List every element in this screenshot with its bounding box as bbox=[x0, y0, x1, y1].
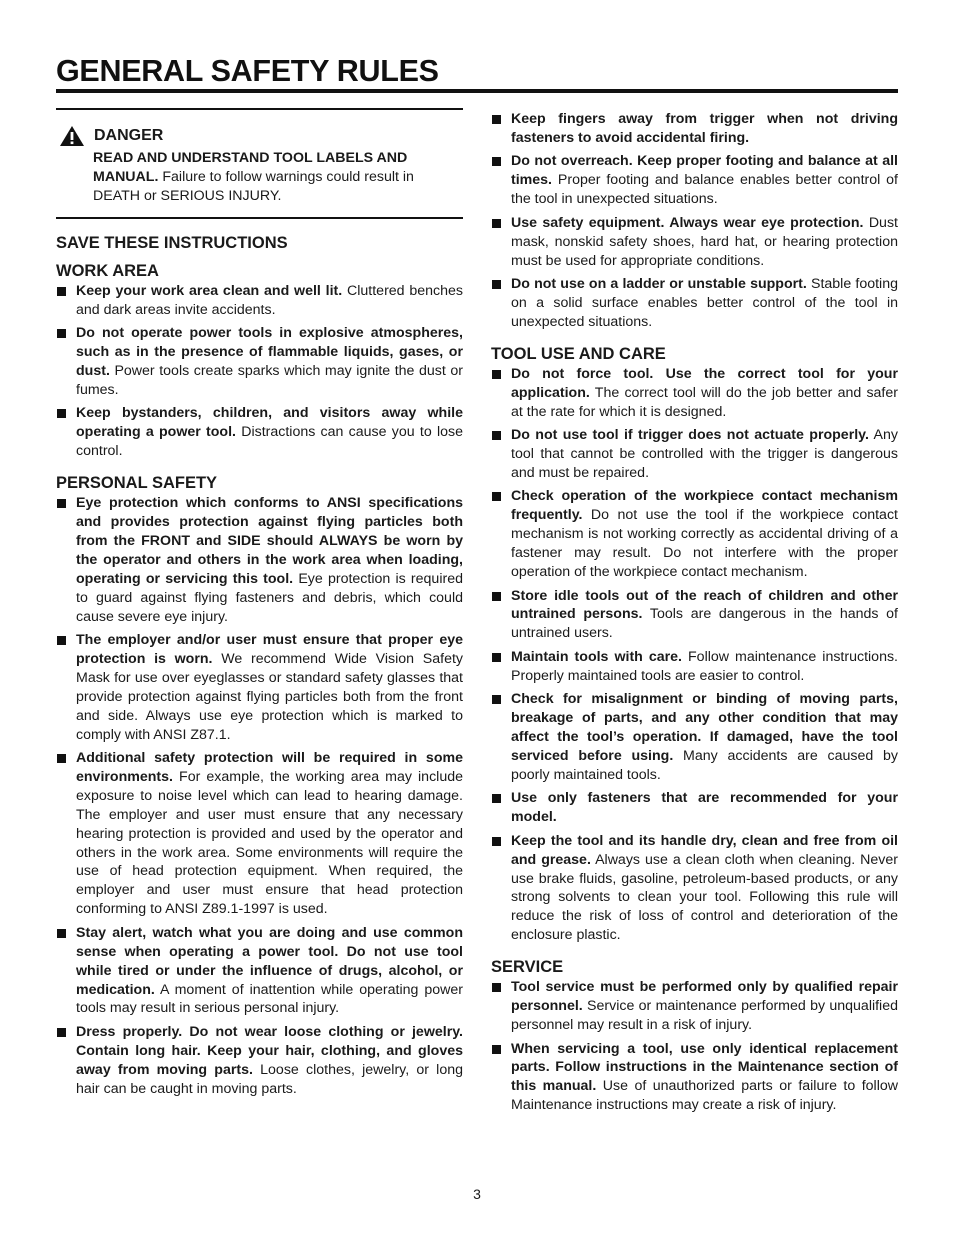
rule-item bbox=[491, 690, 898, 785]
work-area-list bbox=[56, 282, 463, 461]
rule-item bbox=[491, 487, 898, 582]
rule-item bbox=[491, 152, 898, 209]
rule-item bbox=[491, 789, 898, 827]
rule-bold-text: Use only fasteners that are recommended for your model. bbox=[511, 790, 898, 826]
rule-item bbox=[491, 978, 898, 1035]
square-bullet-icon bbox=[57, 1028, 66, 1037]
left-column bbox=[56, 108, 463, 1103]
square-bullet-icon bbox=[492, 592, 501, 601]
rule-bold-text: Check for misalignment or binding of moving parts, breakage of parts, and any other condition that may affect the tool’s operation. If damaged, have the tool serviced before using. bbox=[511, 691, 898, 764]
rule-body-text: Service or maintenance performed by unqualified personnel may result in a risk of injury. bbox=[511, 998, 898, 1033]
warning-triangle-icon bbox=[59, 125, 85, 147]
rule-body-text: Do not use the tool if the workpiece contact mechanism is not working correctly as accidental driving of a fastener may result. Do not interfere with the proper operation of the workpiece contact mechanism. bbox=[511, 507, 898, 580]
rule-bold-text: Keep the tool and its handle dry, clean and free from oil and grease. bbox=[511, 832, 898, 868]
rule-item bbox=[56, 631, 463, 744]
rule-bold-text: The employer and/or user must ensure that proper eye protection is worn. bbox=[76, 632, 463, 667]
square-bullet-icon bbox=[57, 499, 66, 508]
rule-item bbox=[491, 648, 898, 686]
rule-body-text: Cluttered benches and dark areas invite accidents. bbox=[76, 282, 464, 318]
rule-body-text: Power tools create sparks which may ignite the dust or fumes. bbox=[76, 362, 463, 398]
rule-item bbox=[491, 587, 898, 644]
rule-bold-text: When servicing a tool, use only identical replacement parts. Follow instructions in the Maintenance section of this manual. bbox=[511, 1040, 898, 1095]
square-bullet-icon bbox=[57, 929, 66, 938]
rule-bold-text: Do not use on a ladder or unstable support. bbox=[511, 276, 807, 293]
danger-notice bbox=[56, 108, 463, 219]
page-title: GENERAL SAFETY RULES bbox=[56, 54, 439, 88]
square-bullet-icon bbox=[57, 287, 66, 296]
work-area-heading: WORK AREA bbox=[56, 261, 159, 280]
danger-text-body: Failure to follow warnings could result in DEATH or SERIOUS INJURY. bbox=[93, 168, 414, 204]
rule-bold-text: Do not force tool. Use the correct tool for your application. bbox=[511, 365, 898, 401]
service-list bbox=[491, 978, 898, 1115]
rule-body-text: Eye protection is required to guard against flying fasteners and debris, which could cause severe eye injury. bbox=[76, 570, 463, 625]
rule-item bbox=[491, 426, 898, 483]
rule-item bbox=[56, 494, 463, 626]
rule-item bbox=[56, 324, 463, 400]
rule-body-text: Dust mask, nonskid safety shoes, hard hat, or hearing protection must be used for appropriate conditions. bbox=[511, 214, 898, 269]
rule-item bbox=[56, 749, 463, 919]
rule-bold-text: Keep your work area clean and well lit. bbox=[76, 282, 343, 299]
rule-body-text: Follow maintenance instructions. Properly maintained tools are easier to control. bbox=[511, 648, 898, 684]
rule-bold-text: Do not operate power tools in explosive atmospheres, such as in the presence of flammable liquids, gases, or dust. bbox=[76, 325, 463, 379]
rule-body-text: Distractions can cause you to lose control. bbox=[76, 424, 463, 460]
rule-item bbox=[56, 282, 463, 320]
rule-item bbox=[491, 832, 898, 945]
personal-safety-continued-list bbox=[491, 110, 898, 332]
square-bullet-icon bbox=[492, 492, 501, 501]
rule-item bbox=[491, 275, 898, 332]
rule-bold-text: Do not use tool if trigger does not actuate properly. bbox=[511, 427, 869, 444]
square-bullet-icon bbox=[492, 983, 501, 992]
rule-bold-text: Store idle tools out of the reach of children and other untrained persons. bbox=[511, 587, 898, 623]
rule-bold-text: Keep bystanders, children, and visitors away while operating a power tool. bbox=[76, 405, 463, 441]
square-bullet-icon bbox=[492, 370, 501, 379]
square-bullet-icon bbox=[492, 219, 501, 228]
rule-body-text: Use of unauthorized parts or failure to follow Maintenance instructions may create a risk of injury. bbox=[511, 1078, 898, 1114]
danger-header bbox=[56, 125, 463, 147]
rule-bold-text: Use safety equipment. Always wear eye protection. bbox=[511, 214, 864, 231]
rule-bold-text: Dress properly. Do not wear loose clothing or jewelry. Contain long hair. Keep your hair, clothing, and gloves away from moving parts. bbox=[76, 1023, 463, 1078]
rule-body-text: The correct tool will do the job better and safer at the rate for which it is designed. bbox=[511, 384, 898, 420]
square-bullet-icon bbox=[492, 794, 501, 803]
rule-bold-text: Additional safety protection will be required in some environments. bbox=[76, 750, 463, 785]
rule-item bbox=[491, 110, 898, 148]
personal-safety-heading: PERSONAL SAFETY bbox=[56, 474, 218, 493]
rule-item bbox=[491, 1040, 898, 1116]
rule-bold-text: Stay alert, watch what you are doing and use common sense when operating a power tool. Do not use tool while tired or under the influence of drugs, alcohol, or medication. bbox=[76, 924, 463, 998]
service-heading: SERVICE bbox=[491, 958, 564, 977]
square-bullet-icon bbox=[57, 409, 66, 418]
rule-item bbox=[491, 214, 898, 271]
save-instructions-heading: SAVE THESE INSTRUCTIONS bbox=[56, 233, 288, 252]
square-bullet-icon bbox=[492, 431, 501, 440]
rule-body-text: Tools are dangerous in the hands of untrained users. bbox=[511, 606, 898, 642]
rule-body-text: For example, the working area may include exposure to noise level which can lead to hearing damage. The employer and user must ensure that any necessary hearing protection is provided and used by the operator and others in the work area. Some environments will require the use of head protection equipment. When required, the employer and user must ensure that head protection conforming to ANSI Z89.1-1997 is used. bbox=[76, 768, 463, 918]
rule-body-text: A moment of inattention while operating power tools may result in serious personal injury. bbox=[76, 981, 463, 1017]
square-bullet-icon bbox=[492, 837, 501, 846]
rule-body-text: Always use a clean cloth when cleaning. Never use brake fluids, gasoline, petroleum-based products, or any strong solvents to clean your tool. Following this rule will reduce the risk of loss of control and deterioration of the enclosure plastic. bbox=[511, 851, 898, 944]
rule-bold-text: Eye protection which conforms to ANSI specifications and provides protection against flying particles both from the FRONT and SIDE should ALWAYS be worn by the operator and others in the work area when loading, operating or servicing this tool. bbox=[76, 495, 463, 587]
tool-use-list bbox=[491, 365, 898, 945]
page-number: 3 bbox=[473, 1186, 481, 1202]
square-bullet-icon bbox=[492, 280, 501, 289]
rule-body-text: Loose clothes, jewelry, or long hair can be caught in moving parts. bbox=[76, 1061, 463, 1097]
square-bullet-icon bbox=[492, 115, 501, 124]
rule-body-text: Proper footing and balance enables better control of the tool in unexpected situations. bbox=[511, 172, 898, 208]
rule-item bbox=[56, 924, 463, 1019]
danger-title: DANGER bbox=[94, 126, 164, 144]
rule-item bbox=[56, 404, 463, 461]
danger-text bbox=[56, 149, 463, 206]
square-bullet-icon bbox=[492, 695, 501, 704]
right-column bbox=[491, 110, 898, 1120]
personal-safety-list bbox=[56, 494, 463, 1098]
rule-bold-text: Check operation of the workpiece contact mechanism frequently. bbox=[511, 488, 898, 524]
rule-item bbox=[491, 365, 898, 422]
danger-text-bold: READ AND UNDERSTAND TOOL LABELS AND MANUAL. bbox=[93, 150, 408, 185]
rule-body-text: Stable footing on a solid surface enables better control of the tool in unexpected situations. bbox=[511, 276, 898, 330]
rule-body-text: Any tool that cannot be controlled with the trigger is dangerous and must be repaired. bbox=[511, 427, 898, 481]
rule-body-text: We recommend Wide Vision Safety Mask for use over eyeglasses or standard safety glasses that provide protection against flying particles both from the front and side. Always use eye protection which is marked to comply with ANSI Z87.1. bbox=[76, 650, 463, 743]
rule-bold-text: Tool service must be performed only by qualified repair personnel. bbox=[511, 979, 898, 1015]
rule-bold-text: Do not overreach. Keep proper footing and balance at all times. bbox=[511, 153, 898, 189]
square-bullet-icon bbox=[57, 329, 66, 338]
tool-use-heading: TOOL USE AND CARE bbox=[491, 344, 666, 363]
square-bullet-icon bbox=[492, 157, 501, 166]
square-bullet-icon bbox=[492, 653, 501, 662]
square-bullet-icon bbox=[57, 636, 66, 645]
square-bullet-icon bbox=[57, 754, 66, 763]
rule-bold-text: Maintain tools with care. bbox=[511, 648, 682, 665]
rule-bold-text: Keep fingers away from trigger when not driving fasteners to avoid accidental firing. bbox=[511, 111, 898, 146]
title-rule bbox=[56, 89, 898, 93]
rule-body-text: Many accidents are caused by poorly maintained tools. bbox=[511, 747, 898, 783]
rule-item bbox=[56, 1023, 463, 1099]
square-bullet-icon bbox=[492, 1045, 501, 1054]
